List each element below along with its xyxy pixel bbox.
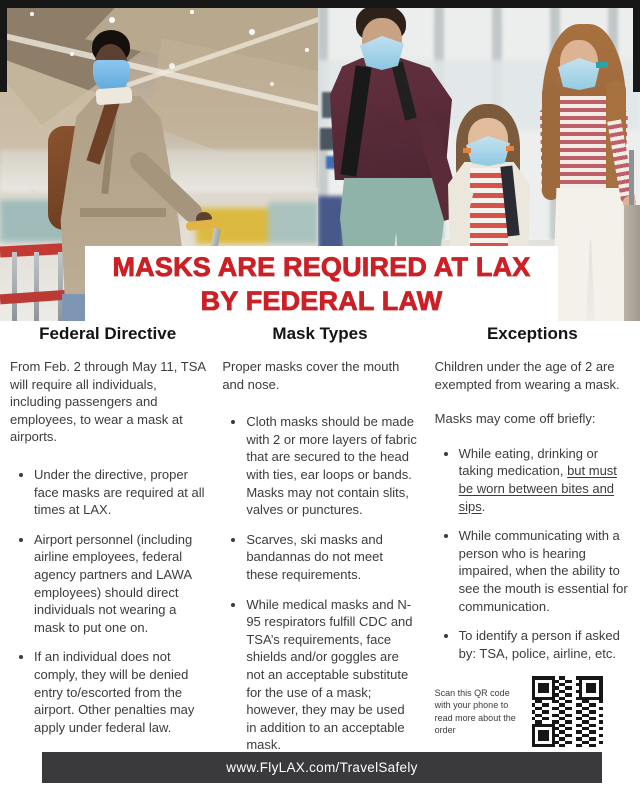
bullet-item: • Cloth masks should be made with 2 or more layers of fabric that are secured to the head with ties, ear loops or bands. Masks may not contain slits, valves or punctures. <box>246 413 417 519</box>
footer-url-bar <box>42 752 602 783</box>
column-header: Federal Directive <box>39 324 177 343</box>
headline-banner <box>85 246 558 321</box>
bullet-item: • Airport personnel (including airline employees, federal agency partners and LAWA employees) should direct individuals not wearing a mask to put one on. <box>34 531 205 637</box>
qr-instruction: Scan this QR code with your phone to read more about the order <box>434 687 516 736</box>
column-header: Mask Types <box>272 324 368 343</box>
bullet-item: • While eating, drinking or taking medication, but must be worn between bites and sips. <box>459 445 630 515</box>
headline-line2: BY FEDERAL LAW <box>200 286 443 316</box>
bullet-list <box>222 413 417 754</box>
bullet-item: • To identify a person if asked by: TSA, police, airline, etc. <box>459 627 630 662</box>
paragraph: Children under the age of 2 are exempted from wearing a mask. <box>434 359 620 392</box>
footer-url: www.FlyLAX.com/TravelSafely <box>226 760 418 775</box>
ceiling-lights <box>30 12 34 16</box>
bullet-item: • If an individual does not comply, they will be denied entry to/escorted from the airport. Other penalties may apply under federal law. <box>34 648 205 736</box>
bullet-item: • While medical masks and N-95 respirators fulfill CDC and TSA’s requirements, face shields and/or goggles are not an acceptable substitute for the use of a mask; however, they may be used in addition to an acceptable mask. <box>246 596 417 754</box>
qr-section <box>435 676 630 747</box>
bullet-list <box>435 445 630 663</box>
qr-code <box>532 676 603 747</box>
paragraph: Masks may come off briefly: <box>434 411 596 427</box>
column-header: Exceptions <box>486 324 578 343</box>
bullet-item: • Scarves, ski masks and bandannas do not meet these requirements. <box>246 531 417 584</box>
paragraph: From Feb. 2 through May 11, TSA will require all individuals, including passengers and employees, to wear a mask at airports. <box>10 359 206 445</box>
column-federal-directive <box>10 321 205 766</box>
bullet-item: • While communicating with a person who is hearing impaired, when the ability to see the mouth is essential for communication. <box>459 527 630 615</box>
paragraph: Proper masks cover the mouth and nose. <box>222 359 400 392</box>
column-exceptions <box>435 321 630 766</box>
bullet-list <box>10 466 205 736</box>
bullet-item: • Under the directive, proper face masks are required at all times at LAX. <box>34 466 205 519</box>
info-columns <box>0 321 640 766</box>
suitcase <box>624 205 640 321</box>
underlined-text: but must be worn between bites and sips <box>458 463 617 514</box>
headline-line1: MASKS ARE REQUIRED AT LAX <box>112 252 531 282</box>
column-mask-types <box>222 321 417 766</box>
